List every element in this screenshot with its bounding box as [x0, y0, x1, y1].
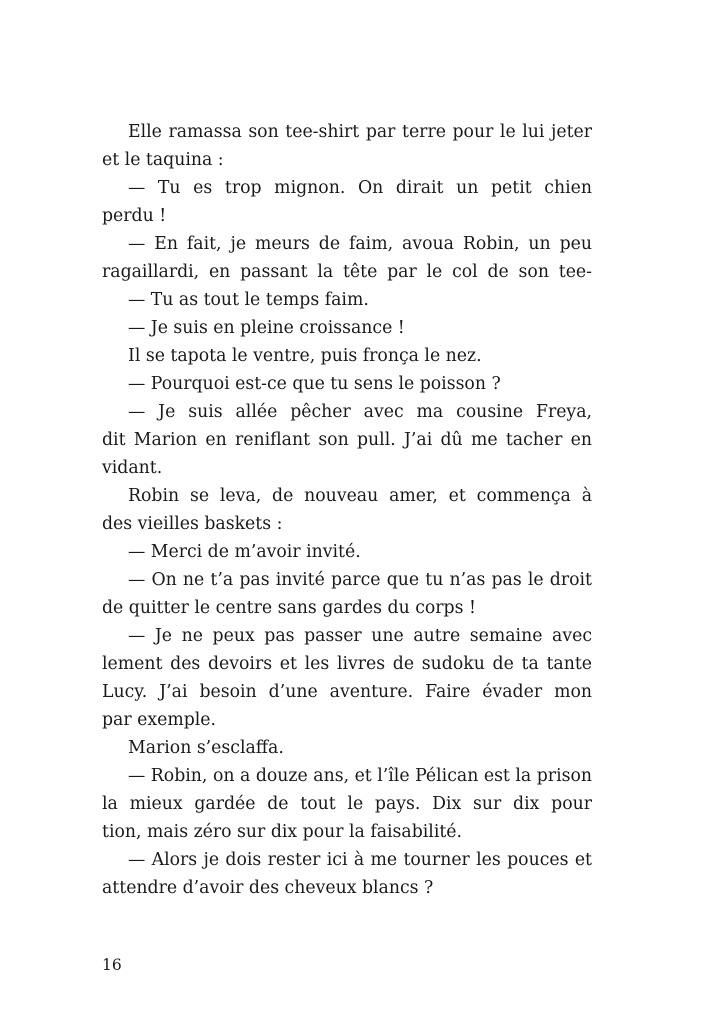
text-line: — Je suis allée pêcher avec ma cousine Freya,	[128, 402, 592, 422]
text-line: dit Marion en reniflant son pull. J’ai dû me tacher en	[102, 430, 592, 450]
text-line: — Je ne peux pas passer une autre semaine avec	[128, 626, 592, 646]
body-text	[102, 118, 592, 902]
text-line: Lucy. J’ai besoin d’une aventure. Faire évader mon	[102, 682, 592, 702]
text-line: — En fait, je meurs de faim, avoua Robin, un peu	[128, 234, 592, 254]
text-line: Robin se leva, de nouveau amer, et commença à	[128, 486, 592, 506]
page-number: 16	[102, 956, 122, 974]
text-line: perdu !	[102, 206, 167, 226]
text-line: — Robin, on a douze ans, et l’île Pélican est la prison	[128, 766, 592, 786]
text-line: vidant.	[102, 458, 163, 478]
text-line: — Tu as tout le temps faim.	[128, 290, 369, 310]
text-line: et le taquina :	[102, 150, 224, 170]
text-line: — Merci de m’avoir invité.	[128, 542, 361, 562]
text-line: — Je suis en pleine croissance !	[128, 318, 405, 338]
text-line: tion, mais zéro sur dix pour la faisabilité.	[102, 822, 463, 842]
text-line: — On ne t’a pas invité parce que tu n’as pas le droit	[128, 570, 592, 590]
text-line: attendre d’avoir des cheveux blancs ?	[102, 878, 434, 898]
text-line: Il se tapota le ventre, puis fronça le nez.	[128, 346, 482, 366]
text-line: Marion s’esclaffa.	[128, 738, 284, 758]
text-line: lement des devoirs et les livres de sudoku de ta tante	[102, 654, 592, 674]
text-line: — Pourquoi est-ce que tu sens le poisson ?	[128, 374, 501, 394]
text-line: par exemple.	[102, 710, 217, 730]
text-line: de quitter le centre sans gardes du corps !	[102, 598, 476, 618]
text-line: la mieux gardée de tout le pays. Dix sur dix pour	[102, 794, 592, 814]
text-line: — Alors je dois rester ici à me tourner les pouces et	[128, 850, 592, 870]
text-line: ragaillardi, en passant la tête par le col de son tee-	[102, 262, 592, 282]
text-line: des vieilles baskets :	[102, 514, 283, 534]
text-line: — Tu es trop mignon. On dirait un petit chien	[128, 178, 592, 198]
text-line: Elle ramassa son tee-shirt par terre pour le lui jeter	[128, 122, 592, 142]
